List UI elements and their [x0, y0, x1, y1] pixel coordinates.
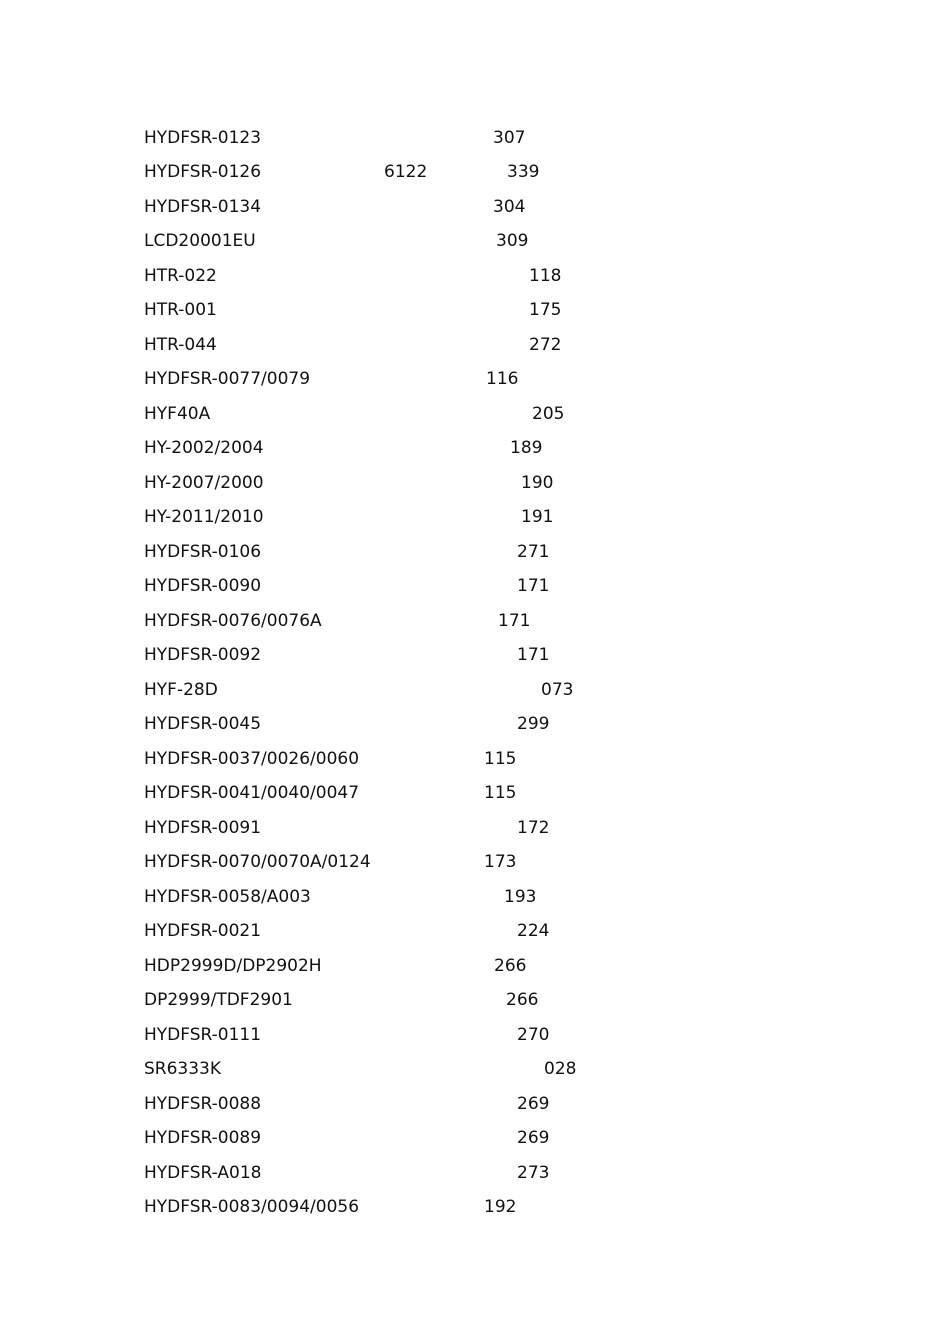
part-number: 190: [521, 473, 554, 493]
list-item: [0, 365, 950, 393]
part-extra: 6122: [384, 162, 428, 182]
list-item: [0, 434, 950, 462]
part-number: 028: [544, 1059, 577, 1079]
part-code: HYDFSR-0092: [144, 645, 262, 665]
part-number: 309: [496, 231, 529, 251]
part-number: 115: [484, 749, 517, 769]
part-code: HDP2999D/DP2902H: [144, 956, 322, 976]
part-number: 339: [507, 162, 540, 182]
part-number: 171: [517, 645, 550, 665]
part-code: HYDFSR-0041/0040/0047: [144, 783, 360, 803]
list-item: [0, 1021, 950, 1049]
part-code: HYDFSR-0089: [144, 1128, 262, 1148]
part-code: HYDFSR-A018: [144, 1163, 262, 1183]
part-code: HYDFSR-0021: [144, 921, 262, 941]
part-code: HTR-001: [144, 300, 217, 320]
part-code: HYDFSR-0123: [144, 128, 262, 148]
part-code: HYDFSR-0111: [144, 1025, 262, 1045]
part-number: 073: [541, 680, 574, 700]
part-number: 304: [493, 197, 526, 217]
list-item: [0, 1055, 950, 1083]
part-code: HYDFSR-0058/A003: [144, 887, 311, 907]
part-number: 269: [517, 1128, 550, 1148]
list-item: [0, 469, 950, 497]
list-item: [0, 676, 950, 704]
part-code: HYF40A: [144, 404, 211, 424]
part-number: 270: [517, 1025, 550, 1045]
part-code: HYDFSR-0126: [144, 162, 262, 182]
part-number: 299: [517, 714, 550, 734]
list-item: [0, 1193, 950, 1221]
part-number: 116: [486, 369, 519, 389]
part-number: 266: [494, 956, 527, 976]
list-item: [0, 331, 950, 359]
part-code: HYDFSR-0077/0079: [144, 369, 311, 389]
part-code: HYDFSR-0037/0026/0060: [144, 749, 360, 769]
part-number: 271: [517, 542, 550, 562]
list-item: [0, 503, 950, 531]
part-number: 173: [484, 852, 517, 872]
part-code: HYDFSR-0083/0094/0056: [144, 1197, 360, 1217]
list-item: [0, 538, 950, 566]
part-code: HYDFSR-0091: [144, 818, 262, 838]
list-item: [0, 986, 950, 1014]
list-item: [0, 952, 950, 980]
part-number: 193: [504, 887, 537, 907]
part-code: LCD20001EU: [144, 231, 256, 251]
part-number: 191: [521, 507, 554, 527]
part-number: 171: [498, 611, 531, 631]
list-item: [0, 1159, 950, 1187]
part-number: 118: [529, 266, 562, 286]
part-number: 269: [517, 1094, 550, 1114]
part-number: 172: [517, 818, 550, 838]
part-number: 192: [484, 1197, 517, 1217]
part-number: 205: [532, 404, 565, 424]
list-item: [0, 710, 950, 738]
list-item: [0, 227, 950, 255]
part-code: HYDFSR-0088: [144, 1094, 262, 1114]
list-item: [0, 1124, 950, 1152]
list-item: [0, 572, 950, 600]
part-number: 266: [506, 990, 539, 1010]
part-number: 115: [484, 783, 517, 803]
list-item: [0, 848, 950, 876]
list-item: [0, 607, 950, 635]
part-code: HY-2002/2004: [144, 438, 264, 458]
part-code: HY-2007/2000: [144, 473, 264, 493]
part-number: 175: [529, 300, 562, 320]
part-number: 171: [517, 576, 550, 596]
part-code: DP2999/TDF2901: [144, 990, 293, 1010]
part-code: HYDFSR-0106: [144, 542, 262, 562]
list-item: [0, 262, 950, 290]
part-number: 273: [517, 1163, 550, 1183]
list-item: [0, 641, 950, 669]
list-item: [0, 814, 950, 842]
list-item: [0, 779, 950, 807]
list-item: [0, 158, 950, 186]
list-item: [0, 193, 950, 221]
list-item: [0, 400, 950, 428]
part-code: HYF-28D: [144, 680, 218, 700]
part-number: 307: [493, 128, 526, 148]
list-item: [0, 1090, 950, 1118]
part-code: SR6333K: [144, 1059, 222, 1079]
list-item: [0, 296, 950, 324]
part-code: HYDFSR-0070/0070A/0124: [144, 852, 371, 872]
part-code: HY-2011/2010: [144, 507, 264, 527]
part-number: 272: [529, 335, 562, 355]
part-code: HYDFSR-0090: [144, 576, 262, 596]
part-number: 189: [510, 438, 543, 458]
part-code: HTR-044: [144, 335, 217, 355]
list-item: [0, 883, 950, 911]
part-code: HYDFSR-0076/0076A: [144, 611, 322, 631]
list-item: [0, 745, 950, 773]
part-number: 224: [517, 921, 550, 941]
list-item: [0, 917, 950, 945]
part-code: HYDFSR-0134: [144, 197, 262, 217]
part-code: HYDFSR-0045: [144, 714, 262, 734]
part-code: HTR-022: [144, 266, 217, 286]
list-item: [0, 124, 950, 152]
